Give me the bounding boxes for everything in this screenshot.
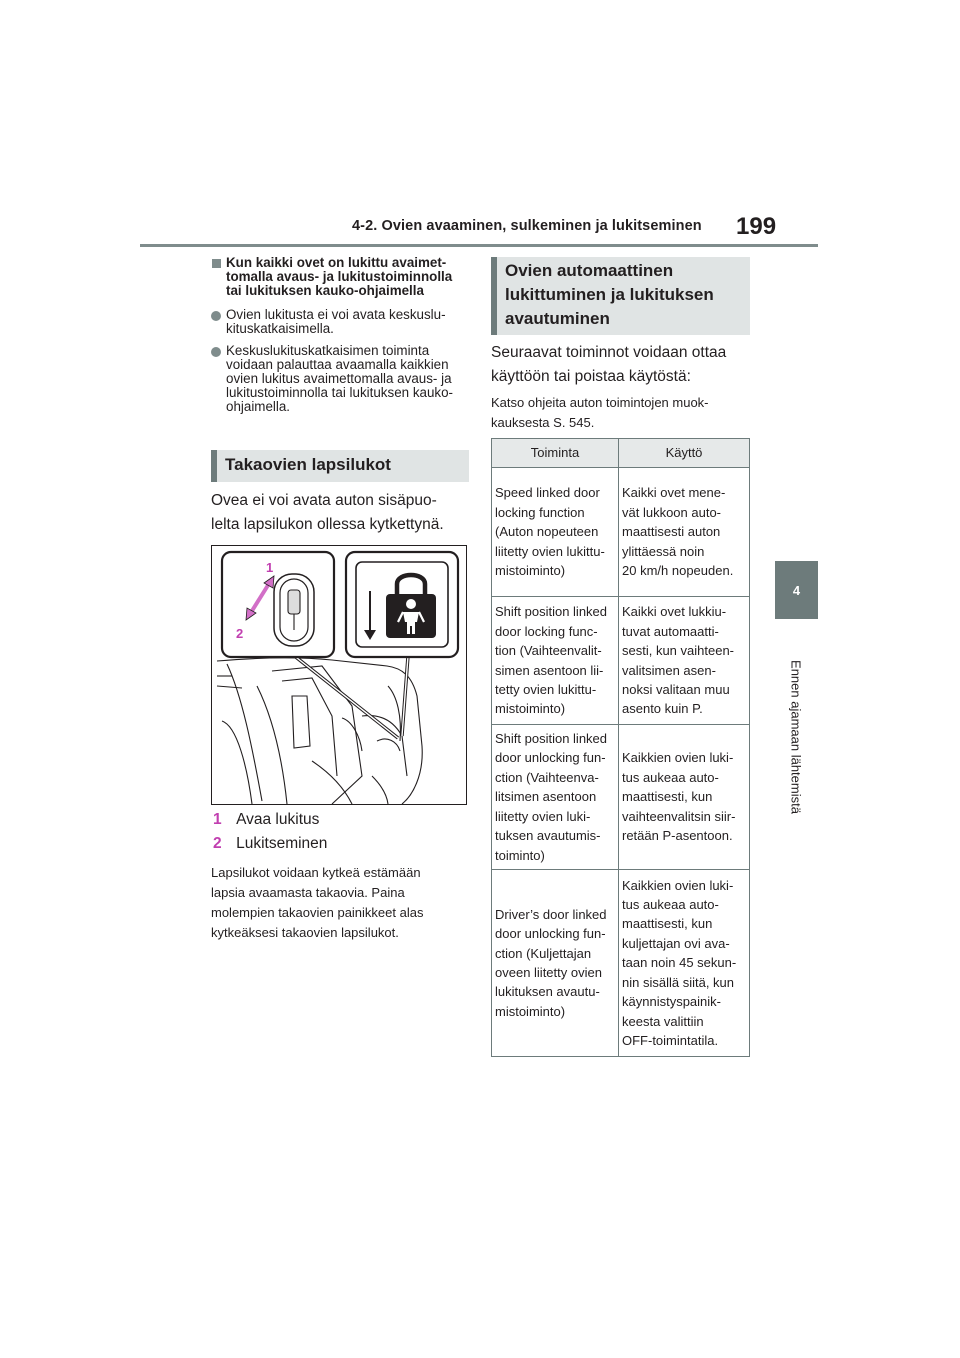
function-cell xyxy=(492,597,619,725)
cell-line: liitetty ovien luki- xyxy=(495,808,591,824)
bullet-line: ovien lukitus avaimettomalla avaus- ja xyxy=(226,371,452,386)
function-cell xyxy=(492,870,619,1057)
cell-line: Kaikkien ovien luki- xyxy=(622,750,734,766)
cell-line: Kaikki ovet lukkiu- xyxy=(622,604,727,620)
function-cell xyxy=(492,725,619,870)
cell-line: (Auton nopeuteen xyxy=(495,524,599,540)
section-title: 4-2. Ovien avaaminen, sulkeminen ja lukitseminen xyxy=(352,218,702,234)
cell-line: käynnistyspainik- xyxy=(622,994,721,1010)
cell-line: tus aukeaa auto- xyxy=(622,769,719,785)
legend-item xyxy=(213,835,327,853)
cell-line: Shift position linked xyxy=(495,604,608,620)
heading-line: lukittuminen ja lukituksen xyxy=(505,285,714,304)
child-lock-intro xyxy=(211,489,444,537)
column-header-use: Käyttö xyxy=(619,439,750,468)
cell-line: keesta valittiin xyxy=(622,1013,704,1029)
cell-line: door locking func- xyxy=(495,623,598,639)
cell-line: valitsimen asen- xyxy=(622,662,716,678)
cell-line: mistoiminto) xyxy=(495,563,566,579)
functions-table xyxy=(491,438,750,1057)
figure-label-1: 1 xyxy=(266,560,274,575)
cell-line: door unlocking fun- xyxy=(495,750,606,766)
legend-number: 2 xyxy=(213,835,222,852)
bullet-line: ohjaimella. xyxy=(226,399,291,414)
bullet-item xyxy=(226,344,453,414)
function-cell xyxy=(492,468,619,597)
heading-line: tai lukituksen kauko-ohjaimella xyxy=(226,283,424,298)
use-cell xyxy=(619,597,750,725)
bullet-line: lukitustoiminnolla tai lukituksen kauko- xyxy=(226,385,454,400)
legend-number: 1 xyxy=(213,811,222,828)
child-lock-drawing xyxy=(212,546,467,805)
section-heading-child-locks: Takaovien lapsilukot xyxy=(211,450,469,482)
note-line: Katso ohjeita auton toimintojen muok- xyxy=(491,395,709,410)
cell-line: nin sisällä siitä, kun xyxy=(622,974,734,990)
intro-line: Seuraavat toiminnot voidaan ottaa xyxy=(491,344,727,361)
table-row xyxy=(492,725,750,870)
table-header-row xyxy=(492,439,750,468)
cell-line: liitetty ovien lukittu- xyxy=(495,543,605,559)
cell-line: asento kuin P. xyxy=(622,701,703,717)
child-lock-illustration xyxy=(211,545,467,805)
note-line: lapsia avaamasta takaovia. Paina xyxy=(211,885,405,900)
cell-line: locking function xyxy=(495,504,585,520)
legend-item xyxy=(213,811,319,829)
table-row xyxy=(492,468,750,597)
use-cell xyxy=(619,468,750,597)
round-bullet-icon xyxy=(211,347,221,357)
intro-line: Ovea ei voi avata auton sisäpuo- xyxy=(211,492,437,509)
note-line: kauksesta S. 545. xyxy=(491,415,595,430)
chapter-title-vertical xyxy=(786,632,806,842)
bullet-line: Keskuslukituskatkaisimen toiminta xyxy=(226,343,430,358)
cell-line: maattisesti, kun xyxy=(622,789,713,805)
cell-line: tuvat automaatti- xyxy=(622,623,719,639)
square-bullet-icon xyxy=(212,259,221,268)
figure-label-2: 2 xyxy=(236,626,244,641)
cell-line: vät lukkoon auto- xyxy=(622,504,722,520)
cell-line: litsimen asentoon xyxy=(495,789,597,805)
cell-line: Kaikkien ovien luki- xyxy=(622,877,734,893)
chapter-number-tab: 4 xyxy=(775,561,818,619)
cell-line: OFF-toimintatila. xyxy=(622,1032,719,1048)
bullet-item xyxy=(226,308,446,336)
cell-line: Kaikki ovet mene- xyxy=(622,485,726,501)
cell-line: 20 km/h nopeuden. xyxy=(622,563,734,579)
remote-lock-heading xyxy=(226,256,452,298)
cell-line: tus aukeaa auto- xyxy=(622,897,719,913)
auto-lock-note xyxy=(491,393,709,433)
cell-line: Speed linked door xyxy=(495,485,600,501)
round-bullet-icon xyxy=(211,311,221,321)
bullet-line: voidaan palauttaa avaamalla kaikkien xyxy=(226,357,449,372)
cell-line: mistoiminto) xyxy=(495,1003,566,1019)
cell-line: kuljettajan ovi ava- xyxy=(622,935,730,951)
heading-line: avautuminen xyxy=(505,309,610,328)
cell-line: ction (Kuljettajan xyxy=(495,945,592,961)
header-divider xyxy=(140,244,818,247)
cell-line: tuksen avautumis- xyxy=(495,828,601,844)
cell-line: tion (Vaihteenvalit- xyxy=(495,643,602,659)
note-line: molempien takaovien painikkeet alas xyxy=(211,905,424,920)
note-line: Lapsilukot voidaan kytkeä estämään xyxy=(211,865,421,880)
cell-line: simen asentoon lii- xyxy=(495,662,604,678)
cell-line: Driver’s door linked xyxy=(495,906,607,922)
heading-line: Ovien automaattinen xyxy=(505,261,674,280)
cell-line: maattisesti, kun xyxy=(622,916,713,932)
cell-line: tetty ovien lukittu- xyxy=(495,681,597,697)
intro-line: lelta lapsilukon ollessa kytkettynä. xyxy=(211,516,444,533)
heading-line: Kun kaikki ovet on lukittu avaimet- xyxy=(226,255,447,270)
column-header-function: Toiminta xyxy=(492,439,619,468)
chapter-title: Ennen ajamaan lähtemistä xyxy=(788,660,804,814)
cell-line: taan noin 45 sekun- xyxy=(622,955,737,971)
legend-text: Lukitseminen xyxy=(236,835,328,852)
auto-lock-intro xyxy=(491,341,726,389)
cell-line: Shift position linked xyxy=(495,731,608,747)
table-row xyxy=(492,870,750,1057)
note-line: kytkeäksesi takaovien lapsilukot. xyxy=(211,925,399,940)
bullet-line: Ovien lukitusta ei voi avata keskuslu- xyxy=(226,307,446,322)
cell-line: maattisesti auton xyxy=(622,524,721,540)
cell-line: ction (Vaihteenva- xyxy=(495,769,599,785)
cell-line: retään P-asentoon. xyxy=(622,828,733,844)
legend-text: Avaa lukitus xyxy=(236,811,320,828)
cell-line: toiminto) xyxy=(495,847,545,863)
section-heading-auto-lock xyxy=(491,257,750,335)
cell-line: sesti, kun vaihteen- xyxy=(622,643,735,659)
cell-line: oveen liitetty ovien xyxy=(495,965,602,980)
cell-line: mistoiminto) xyxy=(495,701,566,717)
heading-line: tomalla avaus- ja lukitustoiminnolla xyxy=(226,269,453,284)
child-lock-note xyxy=(211,863,423,943)
intro-line: käyttöön tai poistaa käytöstä: xyxy=(491,368,691,385)
page-number: 199 xyxy=(736,213,777,240)
bullet-line: kituskatkaisimella. xyxy=(226,321,334,336)
cell-line: lukituksen avautu- xyxy=(495,984,600,1000)
use-cell xyxy=(619,870,750,1057)
use-cell xyxy=(619,725,750,870)
cell-line: noksi valitaan muu xyxy=(622,681,730,697)
table-row xyxy=(492,597,750,725)
cell-line: vaihteenvalitsin siir- xyxy=(622,808,736,824)
cell-line: ylittäessä noin xyxy=(622,543,705,559)
cell-line: door unlocking fun- xyxy=(495,926,606,942)
